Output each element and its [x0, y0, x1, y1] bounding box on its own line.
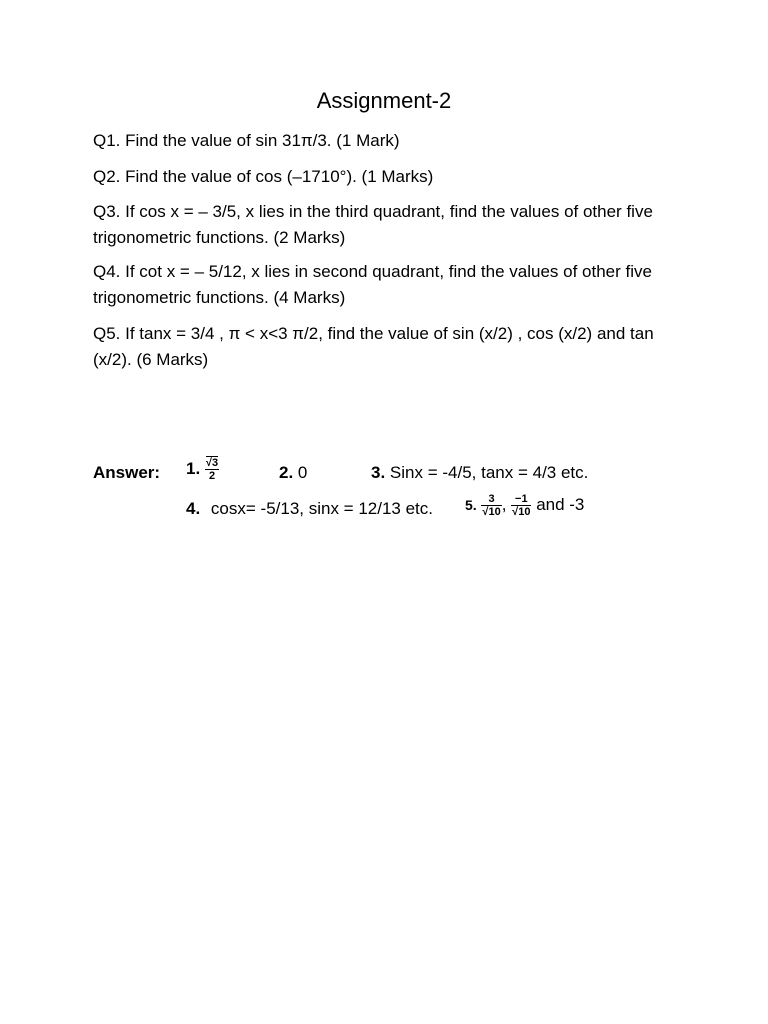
question-2: Q2. Find the value of cos (–1710°). (1 Marks): [93, 167, 434, 186]
answer-2-text: 0: [297, 463, 308, 482]
answer-2: [279, 463, 307, 483]
answer-5-fraction-2: [511, 493, 531, 518]
answer-1-denominator: 2: [208, 470, 216, 482]
answer-5-fraction-1-denominator: √10: [482, 506, 501, 518]
answer-4-text: cosx= -5/13, sinx = 12/13 etc.: [210, 499, 433, 518]
answer-1-numerator: √3: [205, 457, 219, 469]
page-title: Assignment-2: [316, 88, 452, 113]
answer-3-text: Sinx = -4/5, tanx = 4/3 etc.: [389, 463, 589, 482]
answer-5-fraction-1: [481, 493, 501, 518]
question-3: Q3. If cos x = – 3/5, x lies in the third quadrant, find the values of other five trigonometric functions. (2 Marks): [93, 202, 653, 247]
question-4: Q4. If cot x = – 5/12, x lies in second quadrant, find the values of other five trigonometric functions. (4 Marks): [93, 262, 652, 307]
question-5: Q5. If tanx = 3/4 , π < x<3 π/2, find the value of sin (x/2) , cos (x/2) and tan (x/2). (6 Marks): [93, 324, 654, 369]
answer-3-number: 3.: [371, 463, 386, 482]
answer-5-fraction-1-numerator: 3: [481, 493, 501, 506]
answer-5-fraction-2-denominator: √10: [512, 506, 531, 518]
question-1: Q1. Find the value of sin 31π/3. (1 Mark): [93, 131, 400, 150]
answer-4-number: 4.: [186, 499, 201, 518]
answer-5: [465, 493, 584, 518]
answer-5-separator: ,: [501, 494, 507, 514]
answer-1: [186, 457, 219, 482]
answer-1-number: 1.: [186, 458, 201, 478]
answer-4: [186, 499, 433, 519]
answer-label: Answer:: [93, 463, 161, 482]
answer-2-number: 2.: [279, 463, 294, 482]
answer-1-fraction: [205, 457, 219, 482]
answer-3: [371, 463, 588, 483]
answer-5-fraction-2-numerator: −1: [511, 493, 531, 506]
answer-5-tail: and -3: [536, 494, 585, 514]
answer-5-number: 5.: [465, 496, 477, 513]
